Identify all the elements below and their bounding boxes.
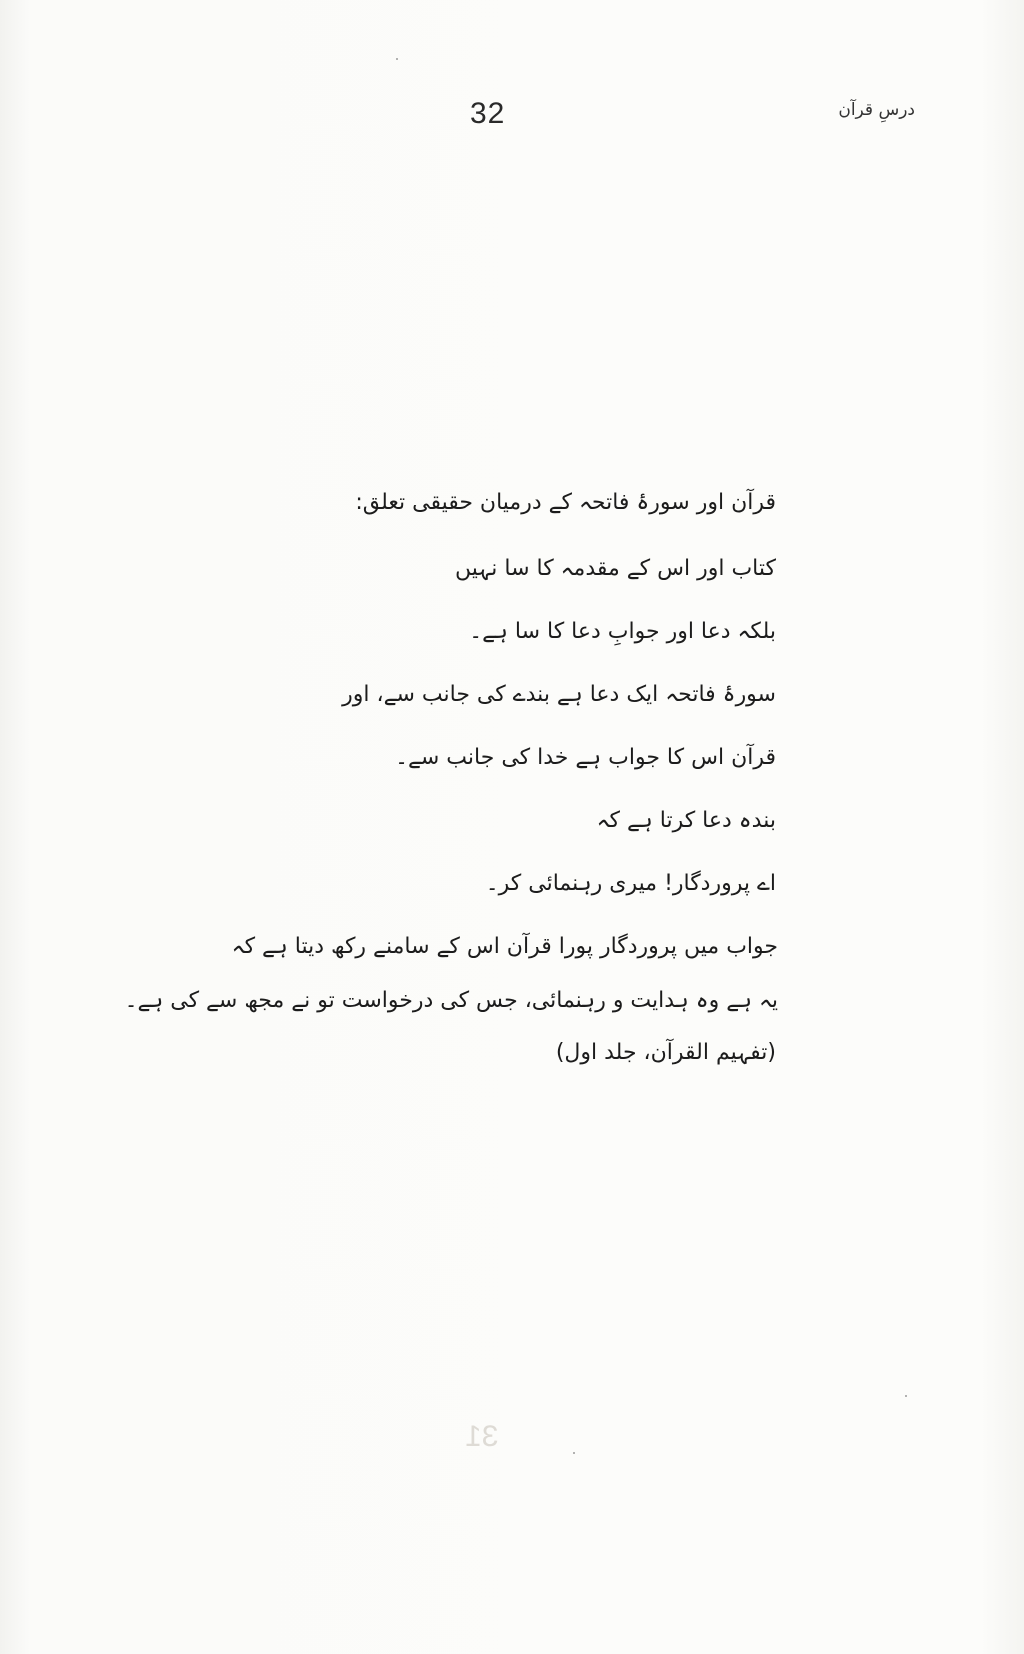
body-line: یہ ہے وہ ہدایت و رہنمائی، جس کی درخواست تو نے مجھ سے کی ہے۔ [124, 988, 778, 1013]
body-line: بلکہ دعا اور جوابِ دعا کا سا ہے۔ [469, 619, 776, 644]
reverse-page-number: 31 [465, 1420, 499, 1453]
paper-speck [573, 1452, 575, 1454]
page-body [124, 488, 778, 1101]
paper-speck [396, 58, 398, 60]
body-line: کتاب اور اس کے مقدمہ کا سا نہیں [454, 556, 776, 581]
source-citation: (تفہیم القرآن، جلد اول) [555, 1040, 776, 1065]
paper-speck [905, 1395, 907, 1397]
body-line: بندہ دعا کرتا ہے کہ [596, 808, 776, 833]
body-line: اے پروردگار! میری رہنمائی کر۔ [485, 871, 776, 896]
running-header: درسِ قرآن [838, 100, 915, 120]
section-heading: قرآن اور سورۂ فاتحہ کے درمیان حقیقی تعلق: [355, 490, 776, 515]
page-number: 32 [470, 97, 506, 130]
body-line: قرآن اس کا جواب ہے خدا کی جانب سے۔ [395, 745, 776, 770]
body-line: سورۂ فاتحہ ایک دعا ہے بندے کی جانب سے، اور [342, 682, 776, 707]
body-line: جواب میں پروردگار پورا قرآن اس کے سامنے رکھ دیتا ہے کہ [231, 934, 778, 959]
